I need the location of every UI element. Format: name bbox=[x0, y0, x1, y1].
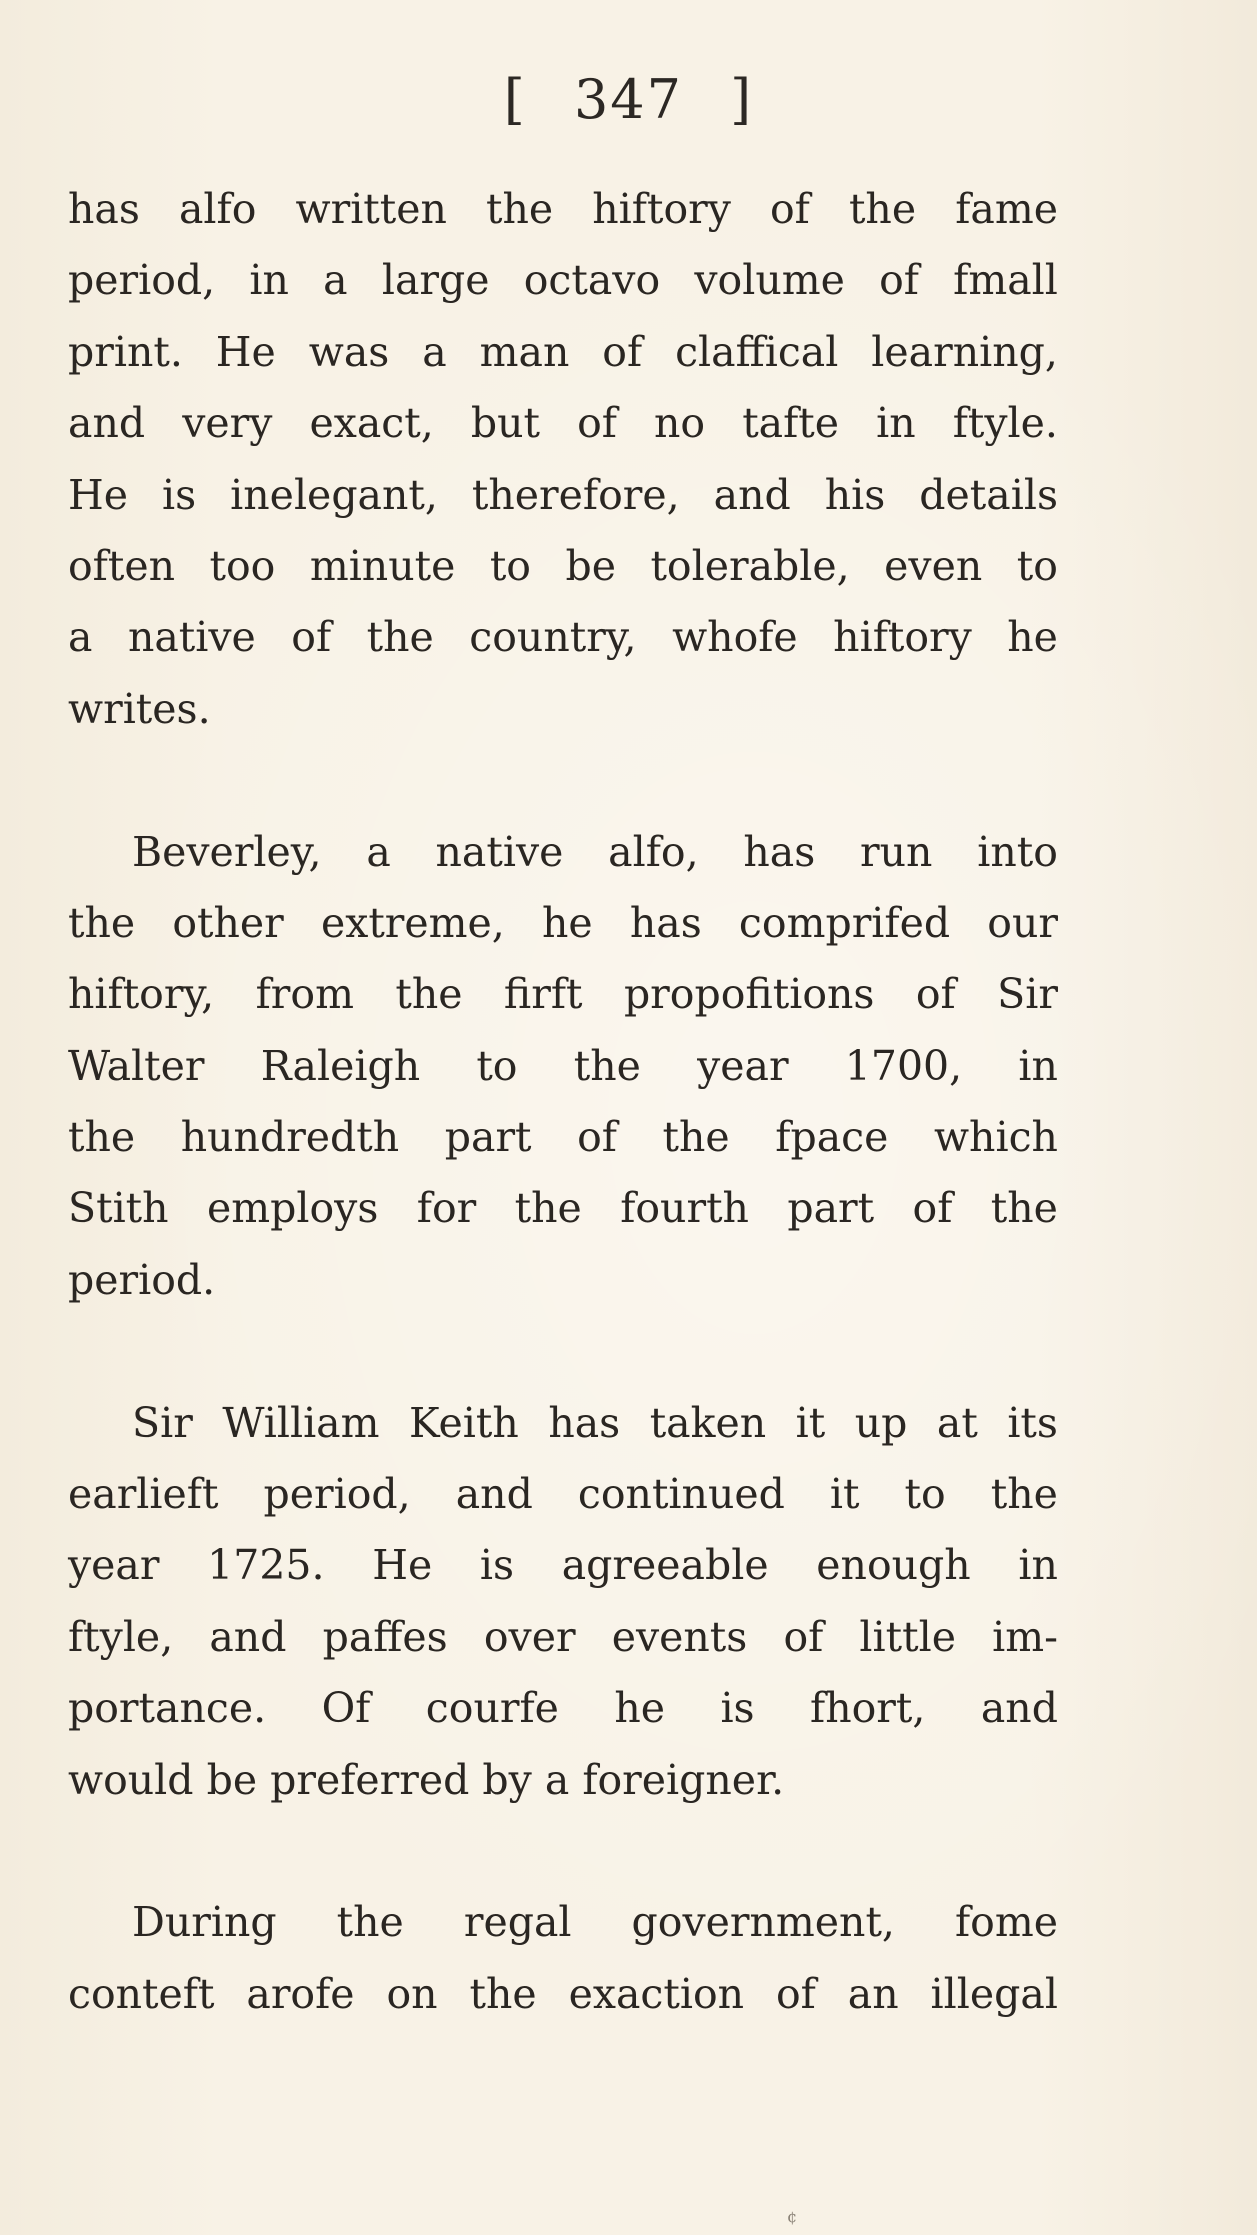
text-line: a native of the country, whofe hiftory he bbox=[68, 613, 1058, 662]
text-line: often too minute to be tolerable, even to bbox=[68, 541, 1058, 590]
text-line: Beverley, a native alfo, has run into bbox=[132, 827, 1058, 876]
text-line: portance. Of courfe he is fhort, and bbox=[68, 1684, 1058, 1733]
text-line: and very exact, but of no tafte in ftyle. bbox=[68, 399, 1058, 448]
text-line: would be preferred by a foreigner. bbox=[68, 1755, 785, 1804]
text-line: earlieft period, and continued it to the bbox=[68, 1470, 1058, 1519]
page-body bbox=[68, 174, 1058, 2030]
text-line: conteft arofe on the exaction of an illegal bbox=[68, 1969, 1058, 2018]
page-smudge-mark: ¢ bbox=[787, 2207, 798, 2226]
text-line: has alfo written the hiftory of the fame bbox=[68, 185, 1058, 233]
text-line: the other extreme, he has comprifed our bbox=[68, 898, 1058, 947]
text-line: Stith employs for the fourth part of the bbox=[68, 1184, 1058, 1233]
paragraph bbox=[68, 1887, 1058, 2030]
paragraph bbox=[68, 174, 1058, 745]
text-line: hiftory, from the firft propofitions of Sir bbox=[68, 970, 1058, 1019]
text-line: period. bbox=[68, 1255, 216, 1304]
page-number-header: [ 347 ] bbox=[503, 68, 754, 131]
text-line: year 1725. He is agreeable enough in bbox=[68, 1541, 1058, 1590]
text-line: period, in a large octavo volume of fmall bbox=[68, 256, 1058, 305]
text-line: Sir William Keith has taken it up at its bbox=[132, 1398, 1058, 1447]
text-line: writes. bbox=[68, 684, 211, 733]
text-line: print. He was a man of claffical learning, bbox=[68, 327, 1058, 376]
paragraph bbox=[68, 817, 1058, 1317]
text-line: ftyle, and paffes over events of little im- bbox=[68, 1612, 1058, 1661]
text-line: During the regal government, fome bbox=[132, 1898, 1058, 1947]
paragraph bbox=[68, 1388, 1058, 1816]
text-line: Walter Raleigh to the year 1700, in bbox=[68, 1041, 1058, 1090]
text-line: He is inelegant, therefore, and his details bbox=[68, 470, 1058, 519]
text-line: the hundredth part of the fpace which bbox=[68, 1113, 1058, 1162]
